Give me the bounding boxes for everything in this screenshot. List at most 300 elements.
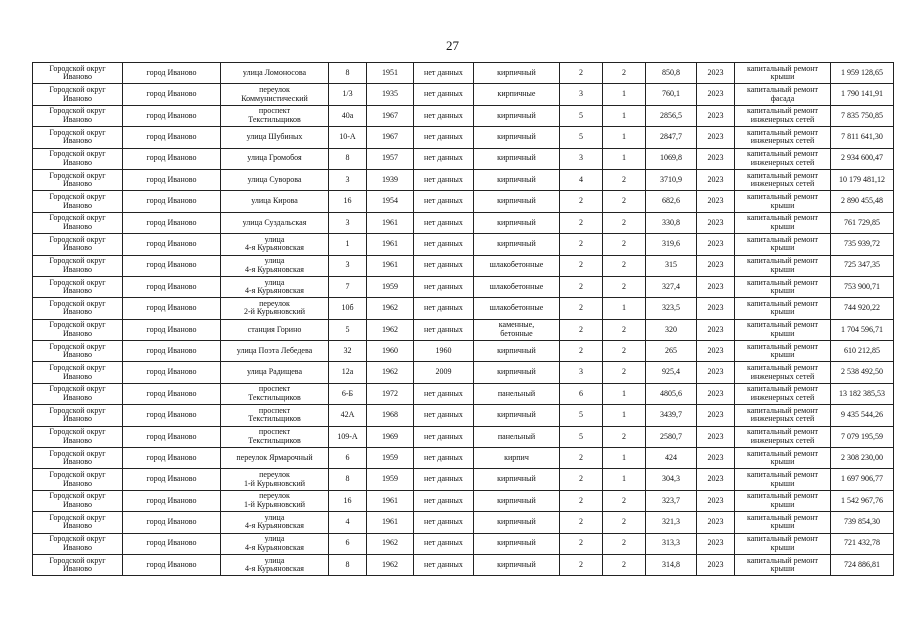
cell-floors: 2 [560, 191, 603, 212]
cell-year-reconstructed: нет данных [414, 191, 474, 212]
cell-area: 327,4 [646, 276, 697, 297]
cell-work-type: капитальный ремонт инженерных сетей [735, 105, 831, 126]
cell-repair-year: 2023 [697, 234, 735, 255]
table-row [33, 63, 894, 84]
cell-year-reconstructed: нет данных [414, 148, 474, 169]
cell-floors: 4 [560, 169, 603, 190]
cell-repair-year: 2023 [697, 276, 735, 297]
cell-wall-material: кирпичный [474, 512, 560, 533]
cell-floors: 3 [560, 84, 603, 105]
cell-area: 314,8 [646, 554, 697, 575]
cell-city: город Иваново [123, 212, 221, 233]
cell-area: 304,3 [646, 469, 697, 490]
cell-floors: 2 [560, 469, 603, 490]
cell-city: город Иваново [123, 405, 221, 426]
cell-street: улица Ломоносова [221, 63, 329, 84]
cell-floors: 5 [560, 105, 603, 126]
cell-repair-year: 2023 [697, 362, 735, 383]
cell-repair-year: 2023 [697, 127, 735, 148]
cell-cost: 610 212,85 [831, 341, 894, 362]
cell-cost: 721 432,78 [831, 533, 894, 554]
cell-year-built: 1962 [367, 362, 414, 383]
cell-area: 4805,6 [646, 383, 697, 404]
cell-cost: 725 347,35 [831, 255, 894, 276]
cell-area: 2580,7 [646, 426, 697, 447]
cell-repair-year: 2023 [697, 383, 735, 404]
cell-cost: 2 308 230,00 [831, 448, 894, 469]
cell-area: 330,8 [646, 212, 697, 233]
cell-city: город Иваново [123, 255, 221, 276]
cell-repair-year: 2023 [697, 191, 735, 212]
cell-wall-material: шлакобетонные [474, 255, 560, 276]
cell-area: 323,5 [646, 298, 697, 319]
cell-entrances: 1 [603, 469, 646, 490]
cell-street: улица Радищева [221, 362, 329, 383]
cell-street: улица 4-я Курьяновская [221, 533, 329, 554]
cell-year-built: 1961 [367, 512, 414, 533]
cell-work-type: капитальный ремонт фасада [735, 84, 831, 105]
cell-district: Городской округ Иваново [33, 426, 123, 447]
cell-entrances: 2 [603, 426, 646, 447]
cell-street: проспект Текстильщиков [221, 405, 329, 426]
cell-street: проспект Текстильщиков [221, 105, 329, 126]
cell-house-number: 109-А [329, 426, 367, 447]
table-row [33, 426, 894, 447]
cell-floors: 5 [560, 127, 603, 148]
cell-floors: 5 [560, 405, 603, 426]
cell-area: 323,7 [646, 490, 697, 511]
cell-wall-material: кирпич [474, 448, 560, 469]
cell-house-number: 16 [329, 191, 367, 212]
cell-area: 265 [646, 341, 697, 362]
cell-year-built: 1935 [367, 84, 414, 105]
cell-cost: 724 886,81 [831, 554, 894, 575]
table-row [33, 533, 894, 554]
cell-year-reconstructed: нет данных [414, 405, 474, 426]
cell-house-number: 8 [329, 148, 367, 169]
cell-year-reconstructed: нет данных [414, 234, 474, 255]
cell-house-number: 3 [329, 169, 367, 190]
cell-year-reconstructed: нет данных [414, 105, 474, 126]
cell-street: улица Суздальская [221, 212, 329, 233]
cell-repair-year: 2023 [697, 84, 735, 105]
cell-year-built: 1967 [367, 127, 414, 148]
cell-repair-year: 2023 [697, 341, 735, 362]
cell-floors: 2 [560, 512, 603, 533]
cell-cost: 13 182 385,53 [831, 383, 894, 404]
cell-year-reconstructed: нет данных [414, 512, 474, 533]
cell-district: Городской округ Иваново [33, 105, 123, 126]
cell-work-type: капитальный ремонт крыши [735, 319, 831, 340]
cell-wall-material: кирпичный [474, 127, 560, 148]
cell-entrances: 1 [603, 298, 646, 319]
table-row [33, 276, 894, 297]
cell-area: 682,6 [646, 191, 697, 212]
cell-year-built: 1961 [367, 212, 414, 233]
table-row [33, 469, 894, 490]
table-row [33, 84, 894, 105]
cell-district: Городской округ Иваново [33, 490, 123, 511]
cell-repair-year: 2023 [697, 405, 735, 426]
table-row [33, 383, 894, 404]
cell-entrances: 2 [603, 63, 646, 84]
cell-area: 3710,9 [646, 169, 697, 190]
table-row [33, 169, 894, 190]
cell-repair-year: 2023 [697, 105, 735, 126]
cell-district: Городской округ Иваново [33, 554, 123, 575]
cell-floors: 5 [560, 426, 603, 447]
cell-district: Городской округ Иваново [33, 234, 123, 255]
cell-work-type: капитальный ремонт крыши [735, 512, 831, 533]
cell-year-reconstructed: нет данных [414, 169, 474, 190]
cell-entrances: 2 [603, 212, 646, 233]
cell-year-built: 1960 [367, 341, 414, 362]
cell-year-reconstructed: нет данных [414, 448, 474, 469]
cell-city: город Иваново [123, 383, 221, 404]
cell-repair-year: 2023 [697, 533, 735, 554]
cell-city: город Иваново [123, 105, 221, 126]
cell-entrances: 2 [603, 490, 646, 511]
cell-area: 2847,7 [646, 127, 697, 148]
cell-wall-material: кирпичный [474, 341, 560, 362]
cell-entrances: 1 [603, 448, 646, 469]
cell-floors: 2 [560, 554, 603, 575]
cell-house-number: 8 [329, 554, 367, 575]
cell-house-number: 5 [329, 319, 367, 340]
cell-repair-year: 2023 [697, 212, 735, 233]
table-row [33, 341, 894, 362]
cell-area: 321,3 [646, 512, 697, 533]
cell-entrances: 2 [603, 533, 646, 554]
cell-house-number: 10-А [329, 127, 367, 148]
cell-city: город Иваново [123, 469, 221, 490]
cell-repair-year: 2023 [697, 490, 735, 511]
cell-entrances: 2 [603, 554, 646, 575]
cell-work-type: капитальный ремонт инженерных сетей [735, 127, 831, 148]
cell-floors: 2 [560, 448, 603, 469]
table-row [33, 512, 894, 533]
cell-street: улица Громобоя [221, 148, 329, 169]
cell-house-number: 6 [329, 448, 367, 469]
cell-floors: 2 [560, 319, 603, 340]
cell-cost: 7 811 641,30 [831, 127, 894, 148]
cell-district: Городской округ Иваново [33, 533, 123, 554]
cell-floors: 2 [560, 533, 603, 554]
cell-year-reconstructed: нет данных [414, 127, 474, 148]
cell-repair-year: 2023 [697, 469, 735, 490]
cell-city: город Иваново [123, 127, 221, 148]
cell-cost: 761 729,85 [831, 212, 894, 233]
cell-district: Городской округ Иваново [33, 341, 123, 362]
table-row [33, 298, 894, 319]
cell-year-reconstructed: нет данных [414, 490, 474, 511]
cell-area: 319,6 [646, 234, 697, 255]
cell-area: 850,8 [646, 63, 697, 84]
cell-floors: 6 [560, 383, 603, 404]
cell-cost: 1 790 141,91 [831, 84, 894, 105]
cell-cost: 2 538 492,50 [831, 362, 894, 383]
cell-city: город Иваново [123, 490, 221, 511]
cell-repair-year: 2023 [697, 148, 735, 169]
cell-work-type: капитальный ремонт крыши [735, 469, 831, 490]
cell-year-reconstructed: нет данных [414, 554, 474, 575]
table-row [33, 148, 894, 169]
cell-house-number: 6-Б [329, 383, 367, 404]
cell-street: улица Шубиных [221, 127, 329, 148]
cell-cost: 9 435 544,26 [831, 405, 894, 426]
cell-floors: 2 [560, 212, 603, 233]
cell-year-built: 1962 [367, 533, 414, 554]
cell-district: Городской округ Иваново [33, 127, 123, 148]
cell-work-type: капитальный ремонт крыши [735, 341, 831, 362]
cell-wall-material: шлакобетонные [474, 298, 560, 319]
cell-floors: 2 [560, 341, 603, 362]
cell-house-number: 8 [329, 63, 367, 84]
cell-house-number: 4 [329, 512, 367, 533]
cell-street: станция Горино [221, 319, 329, 340]
cell-wall-material: панельный [474, 426, 560, 447]
cell-cost: 744 920,22 [831, 298, 894, 319]
cell-work-type: капитальный ремонт крыши [735, 298, 831, 319]
cell-year-reconstructed: нет данных [414, 319, 474, 340]
cell-cost: 1 959 128,65 [831, 63, 894, 84]
cell-wall-material: кирпичный [474, 405, 560, 426]
cell-year-built: 1959 [367, 469, 414, 490]
cell-floors: 2 [560, 255, 603, 276]
cell-house-number: 3 [329, 212, 367, 233]
cell-floors: 2 [560, 298, 603, 319]
cell-street: улица 4-я Курьяновская [221, 255, 329, 276]
cell-entrances: 2 [603, 255, 646, 276]
cell-city: город Иваново [123, 84, 221, 105]
cell-city: город Иваново [123, 426, 221, 447]
cell-house-number: 1/3 [329, 84, 367, 105]
cell-city: город Иваново [123, 234, 221, 255]
cell-floors: 3 [560, 362, 603, 383]
cell-city: город Иваново [123, 448, 221, 469]
cell-year-built: 1957 [367, 148, 414, 169]
cell-cost: 1 697 906,77 [831, 469, 894, 490]
cell-city: город Иваново [123, 191, 221, 212]
cell-wall-material: кирпичные [474, 84, 560, 105]
cell-year-built: 1967 [367, 105, 414, 126]
cell-district: Городской округ Иваново [33, 255, 123, 276]
cell-house-number: 32 [329, 341, 367, 362]
page-number: 27 [446, 38, 459, 53]
cell-year-reconstructed: нет данных [414, 298, 474, 319]
cell-wall-material: каменные, бетонные [474, 319, 560, 340]
cell-wall-material: кирпичный [474, 234, 560, 255]
cell-work-type: капитальный ремонт крыши [735, 255, 831, 276]
cell-city: город Иваново [123, 341, 221, 362]
cell-area: 313,3 [646, 533, 697, 554]
table-row [33, 362, 894, 383]
cell-street: улица 4-я Курьяновская [221, 512, 329, 533]
cell-entrances: 1 [603, 105, 646, 126]
cell-entrances: 1 [603, 84, 646, 105]
cell-area: 1069,8 [646, 148, 697, 169]
cell-street: проспект Текстильщиков [221, 383, 329, 404]
cell-area: 925,4 [646, 362, 697, 383]
cell-street: переулок Ярмарочный [221, 448, 329, 469]
cell-cost: 7 079 195,59 [831, 426, 894, 447]
cell-work-type: капитальный ремонт инженерных сетей [735, 362, 831, 383]
cell-street: проспект Текстильщиков [221, 426, 329, 447]
cell-wall-material: шлакобетонные [474, 276, 560, 297]
cell-repair-year: 2023 [697, 448, 735, 469]
cell-area: 320 [646, 319, 697, 340]
cell-year-built: 1962 [367, 298, 414, 319]
table-row [33, 105, 894, 126]
cell-entrances: 2 [603, 169, 646, 190]
cell-area: 315 [646, 255, 697, 276]
cell-district: Городской округ Иваново [33, 469, 123, 490]
cell-year-reconstructed: нет данных [414, 469, 474, 490]
cell-work-type: капитальный ремонт крыши [735, 234, 831, 255]
cell-year-reconstructed: нет данных [414, 255, 474, 276]
cell-repair-year: 2023 [697, 554, 735, 575]
cell-district: Городской округ Иваново [33, 276, 123, 297]
cell-year-built: 1962 [367, 554, 414, 575]
cell-street: улица Кирова [221, 191, 329, 212]
cell-entrances: 1 [603, 127, 646, 148]
cell-cost: 2 890 455,48 [831, 191, 894, 212]
cell-work-type: капитальный ремонт крыши [735, 554, 831, 575]
cell-street: улица 4-я Курьяновская [221, 234, 329, 255]
cell-street: переулок 1-й Курьяновский [221, 469, 329, 490]
cell-year-reconstructed: нет данных [414, 533, 474, 554]
cell-district: Городской округ Иваново [33, 362, 123, 383]
cell-district: Городской округ Иваново [33, 448, 123, 469]
cell-work-type: капитальный ремонт инженерных сетей [735, 169, 831, 190]
cell-entrances: 2 [603, 512, 646, 533]
table-row [33, 255, 894, 276]
cell-year-built: 1951 [367, 63, 414, 84]
cell-entrances: 1 [603, 405, 646, 426]
cell-house-number: 40а [329, 105, 367, 126]
cell-district: Городской округ Иваново [33, 84, 123, 105]
cell-district: Городской округ Иваново [33, 148, 123, 169]
cell-house-number: 3 [329, 255, 367, 276]
cell-street: улица Поэта Лебедева [221, 341, 329, 362]
cell-year-built: 1961 [367, 490, 414, 511]
cell-city: город Иваново [123, 298, 221, 319]
cell-street: переулок Коммунистический [221, 84, 329, 105]
table-row [33, 212, 894, 233]
cell-city: город Иваново [123, 554, 221, 575]
cell-city: город Иваново [123, 533, 221, 554]
cell-year-built: 1961 [367, 234, 414, 255]
cell-wall-material: кирпичный [474, 362, 560, 383]
cell-work-type: капитальный ремонт крыши [735, 448, 831, 469]
cell-cost: 735 939,72 [831, 234, 894, 255]
cell-wall-material: кирпичный [474, 490, 560, 511]
cell-wall-material: кирпичный [474, 212, 560, 233]
table-row [33, 490, 894, 511]
cell-city: город Иваново [123, 319, 221, 340]
cell-wall-material: кирпичный [474, 554, 560, 575]
cell-street: улица Суворова [221, 169, 329, 190]
cell-floors: 2 [560, 234, 603, 255]
cell-house-number: 16 [329, 490, 367, 511]
cell-house-number: 7 [329, 276, 367, 297]
cell-work-type: капитальный ремонт инженерных сетей [735, 426, 831, 447]
cell-work-type: капитальный ремонт инженерных сетей [735, 383, 831, 404]
cell-street: переулок 2-й Курьяновский [221, 298, 329, 319]
cell-entrances: 2 [603, 191, 646, 212]
cell-district: Городской округ Иваново [33, 298, 123, 319]
cell-year-reconstructed: нет данных [414, 276, 474, 297]
cell-work-type: капитальный ремонт инженерных сетей [735, 405, 831, 426]
table-row [33, 554, 894, 575]
cell-entrances: 1 [603, 148, 646, 169]
cell-year-built: 1968 [367, 405, 414, 426]
cell-work-type: капитальный ремонт крыши [735, 212, 831, 233]
cell-year-built: 1969 [367, 426, 414, 447]
cell-year-built: 1972 [367, 383, 414, 404]
cell-entrances: 2 [603, 234, 646, 255]
cell-work-type: капитальный ремонт инженерных сетей [735, 148, 831, 169]
cell-city: город Иваново [123, 362, 221, 383]
cell-work-type: капитальный ремонт крыши [735, 490, 831, 511]
cell-wall-material: кирпичный [474, 169, 560, 190]
cell-cost: 2 934 600,47 [831, 148, 894, 169]
table-row [33, 448, 894, 469]
cell-cost: 7 835 750,85 [831, 105, 894, 126]
cell-wall-material: кирпичный [474, 148, 560, 169]
cell-area: 424 [646, 448, 697, 469]
cell-repair-year: 2023 [697, 169, 735, 190]
cell-cost: 1 704 596,71 [831, 319, 894, 340]
cell-cost: 1 542 967,76 [831, 490, 894, 511]
cell-repair-year: 2023 [697, 298, 735, 319]
cell-district: Городской округ Иваново [33, 405, 123, 426]
cell-house-number: 10б [329, 298, 367, 319]
cell-year-reconstructed: нет данных [414, 383, 474, 404]
cell-area: 760,1 [646, 84, 697, 105]
cell-wall-material: кирпичный [474, 469, 560, 490]
cell-entrances: 1 [603, 383, 646, 404]
cell-district: Городской округ Иваново [33, 383, 123, 404]
cell-year-built: 1962 [367, 319, 414, 340]
cell-wall-material: кирпичный [474, 63, 560, 84]
cell-entrances: 2 [603, 276, 646, 297]
cell-wall-material: кирпичный [474, 191, 560, 212]
cell-year-reconstructed: нет данных [414, 84, 474, 105]
cell-house-number: 8 [329, 469, 367, 490]
cell-wall-material: кирпичный [474, 533, 560, 554]
cell-street: улица 4-я Курьяновская [221, 554, 329, 575]
table-row [33, 319, 894, 340]
cell-floors: 3 [560, 148, 603, 169]
cell-district: Городской округ Иваново [33, 63, 123, 84]
cell-street: переулок 1-й Курьяновский [221, 490, 329, 511]
cell-work-type: капитальный ремонт крыши [735, 276, 831, 297]
cell-district: Городской округ Иваново [33, 212, 123, 233]
cell-year-built: 1939 [367, 169, 414, 190]
table-row [33, 405, 894, 426]
cell-wall-material: панельный [474, 383, 560, 404]
housing-repair-table [32, 62, 894, 576]
table-body [33, 63, 894, 576]
cell-work-type: капитальный ремонт крыши [735, 191, 831, 212]
cell-work-type: капитальный ремонт крыши [735, 63, 831, 84]
cell-year-reconstructed: нет данных [414, 63, 474, 84]
cell-house-number: 1 [329, 234, 367, 255]
cell-repair-year: 2023 [697, 319, 735, 340]
cell-street: улица 4-я Курьяновская [221, 276, 329, 297]
cell-year-reconstructed: нет данных [414, 212, 474, 233]
